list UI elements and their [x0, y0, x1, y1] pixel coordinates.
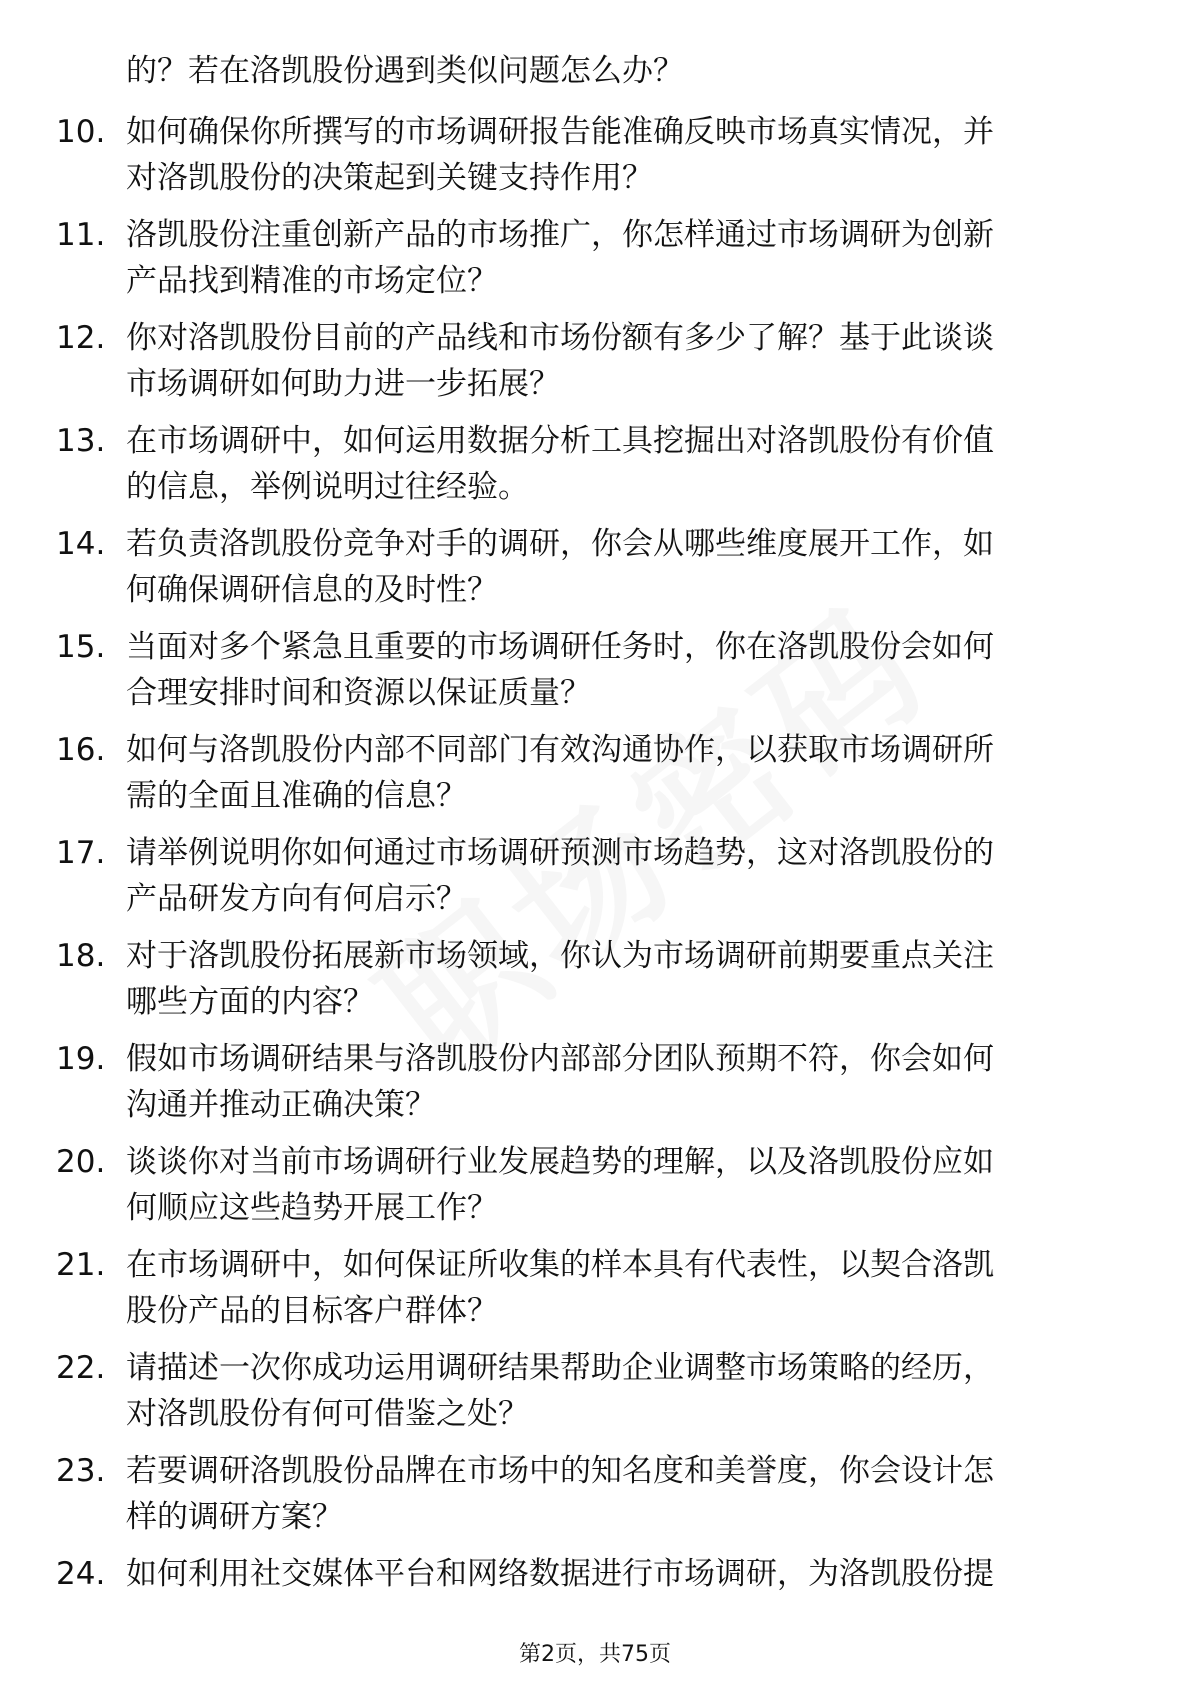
question-item — [56, 109, 1116, 212]
question-text-line: 哪些方面的内容？ — [126, 984, 374, 1020]
continuation-text: 的？若在洛凯股份遇到类似问题怎么办？ — [126, 53, 684, 89]
question-text-line: 产品找到精准的市场定位？ — [126, 263, 498, 299]
question-text-line: 若负责洛凯股份竞争对手的调研，你会从哪些维度展开工作，如 — [126, 526, 994, 562]
question-item — [56, 1139, 1116, 1242]
question-number: 22. — [56, 1350, 106, 1386]
question-text-line: 何确保调研信息的及时性？ — [126, 572, 498, 608]
question-text-line: 在市场调研中，如何运用数据分析工具挖掘出对洛凯股份有价值 — [126, 423, 994, 459]
question-item — [56, 521, 1116, 624]
question-text-line: 如何确保你所撰写的市场调研报告能准确反映市场真实情况，并 — [126, 114, 994, 150]
question-number: 16. — [56, 732, 106, 768]
question-text-line: 合理安排时间和资源以保证质量？ — [126, 675, 591, 711]
question-number: 18. — [56, 938, 106, 974]
question-number: 10. — [56, 114, 106, 150]
question-item — [56, 933, 1116, 1036]
question-text-line: 你对洛凯股份目前的产品线和市场份额有多少了解？基于此谈谈 — [126, 320, 994, 356]
question-number: 11. — [56, 217, 106, 253]
question-number: 23. — [56, 1453, 106, 1489]
question-number: 12. — [56, 320, 106, 356]
question-text-line: 对洛凯股份有何可借鉴之处？ — [126, 1396, 529, 1432]
question-text-line: 谈谈你对当前市场调研行业发展趋势的理解，以及洛凯股份应如 — [126, 1144, 994, 1180]
question-text-line: 对于洛凯股份拓展新市场领域，你认为市场调研前期要重点关注 — [126, 938, 994, 974]
question-number: 15. — [56, 629, 106, 665]
question-number: 19. — [56, 1041, 106, 1077]
question-text-line: 需的全面且准确的信息？ — [126, 778, 467, 814]
question-item — [56, 1036, 1116, 1139]
question-item — [56, 830, 1116, 933]
question-text-line: 当面对多个紧急且重要的市场调研任务时，你在洛凯股份会如何 — [126, 629, 994, 665]
question-text-line: 如何利用社交媒体平台和网络数据进行市场调研，为洛凯股份提 — [126, 1556, 994, 1592]
question-text-line: 的信息，举例说明过往经验。 — [126, 469, 529, 505]
question-number: 13. — [56, 423, 106, 459]
question-number: 20. — [56, 1144, 106, 1180]
question-text-line: 在市场调研中，如何保证所收集的样本具有代表性，以契合洛凯 — [126, 1247, 994, 1283]
question-item — [56, 418, 1116, 521]
question-number: 14. — [56, 526, 106, 562]
question-text-line: 假如市场调研结果与洛凯股份内部部分团队预期不符，你会如何 — [126, 1041, 994, 1077]
question-item — [56, 1448, 1116, 1551]
question-item — [56, 624, 1116, 727]
question-text-line: 洛凯股份注重创新产品的市场推广，你怎样通过市场调研为创新 — [126, 217, 994, 253]
question-number: 17. — [56, 835, 106, 871]
question-text-line: 股份产品的目标客户群体？ — [126, 1293, 498, 1329]
question-text-line: 对洛凯股份的决策起到关键支持作用？ — [126, 160, 653, 196]
page-footer: 第2页，共75页 — [519, 1642, 671, 1667]
question-item — [56, 212, 1116, 315]
question-text-line: 何顺应这些趋势开展工作？ — [126, 1190, 498, 1226]
question-text-line: 请举例说明你如何通过市场调研预测市场趋势，这对洛凯股份的 — [126, 835, 994, 871]
question-text-line: 请描述一次你成功运用调研结果帮助企业调整市场策略的经历， — [126, 1350, 994, 1386]
question-item — [56, 1551, 1116, 1654]
question-item — [56, 1345, 1116, 1448]
question-text-line: 市场调研如何助力进一步拓展？ — [126, 366, 560, 402]
question-text-line: 若要调研洛凯股份品牌在市场中的知名度和美誉度，你会设计怎 — [126, 1453, 994, 1489]
question-number: 21. — [56, 1247, 106, 1283]
question-item — [56, 1242, 1116, 1345]
question-list — [56, 109, 1116, 1654]
question-number: 24. — [56, 1556, 106, 1592]
question-item — [56, 727, 1116, 830]
question-text-line: 产品研发方向有何启示？ — [126, 881, 467, 917]
question-item — [56, 315, 1116, 418]
question-text-line: 如何与洛凯股份内部不同部门有效沟通协作，以获取市场调研所 — [126, 732, 994, 768]
question-text-line: 样的调研方案？ — [126, 1499, 343, 1535]
question-text-line: 沟通并推动正确决策？ — [126, 1087, 436, 1123]
